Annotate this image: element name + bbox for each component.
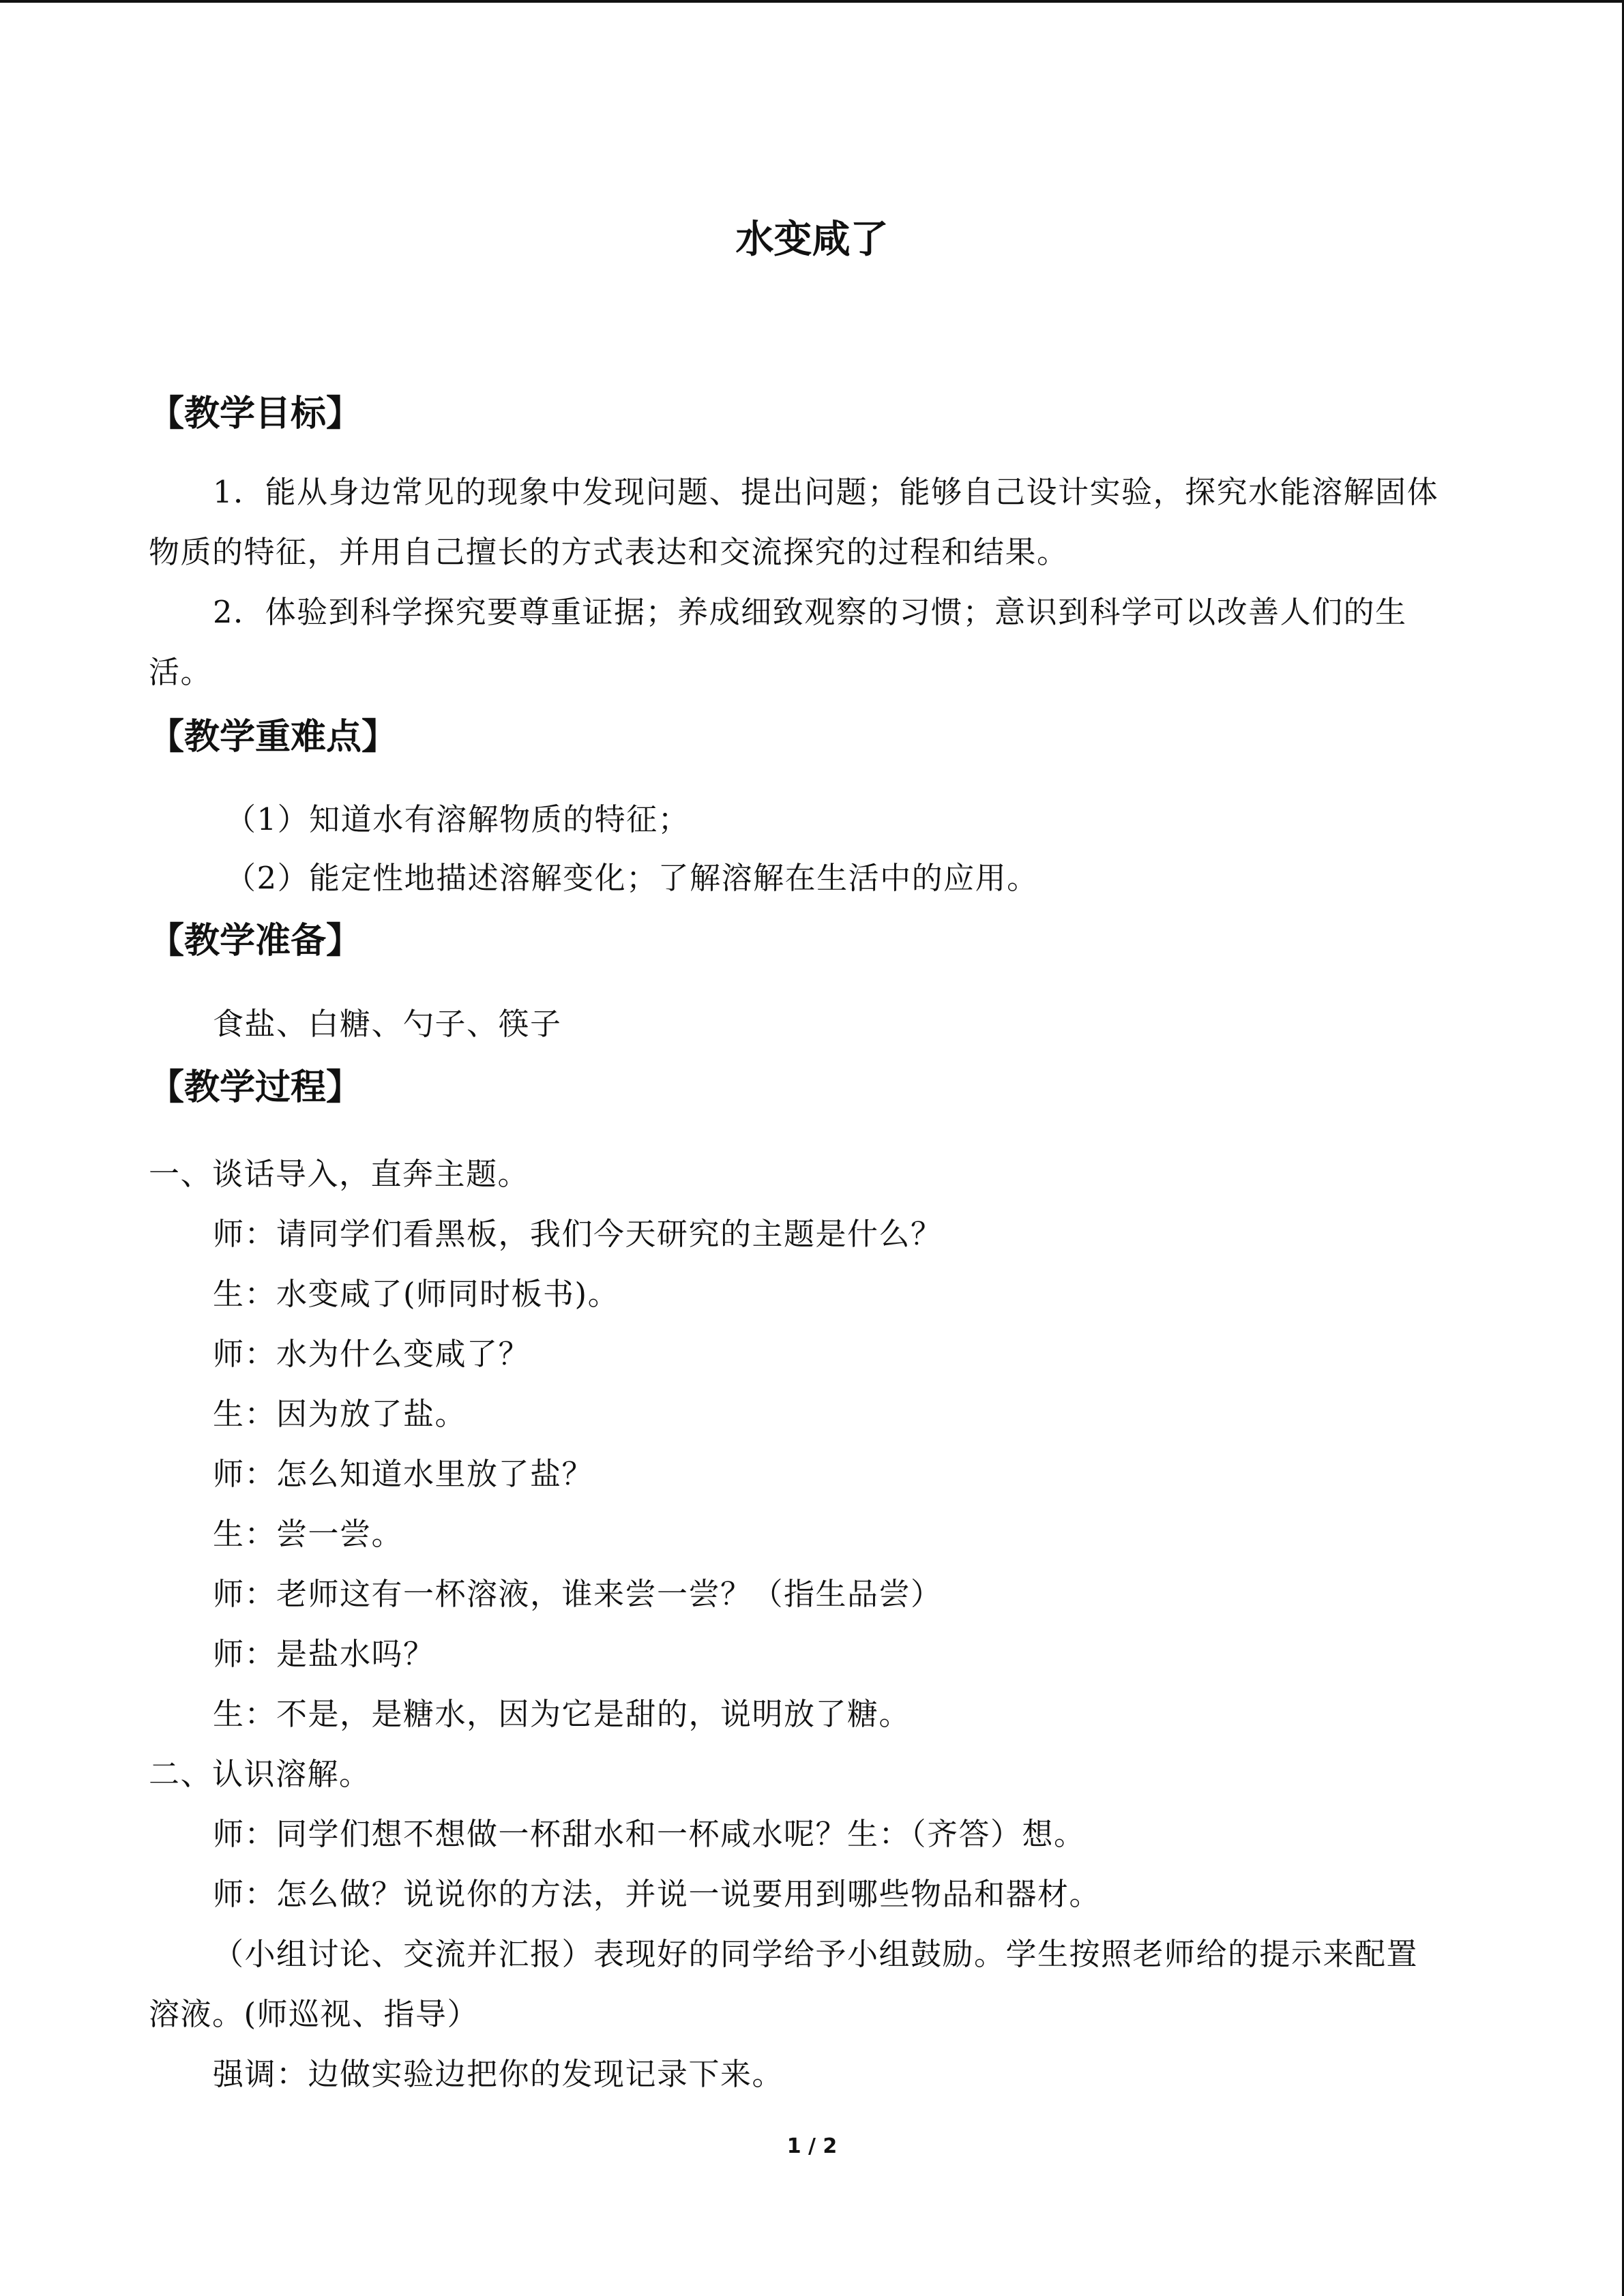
key-point-line-2: （2）能定性地描述溶解变化；了解溶解在生活中的应用。 (225, 860, 1039, 896)
section-heading-process: 【教学过程】 (149, 1067, 362, 1108)
section-heading-objectives: 【教学目标】 (149, 393, 362, 434)
process-line-7: 生：尝一尝。 (213, 1516, 404, 1552)
page-border-top (0, 0, 1624, 3)
process-line-12: 师：同学们想不想做一杯甜水和一杯咸水呢？生：（齐答）想。 (213, 1816, 1086, 1852)
process-line-6: 师：怎么知道水里放了盐？ (213, 1456, 594, 1492)
process-line-11: 二、认识溶解。 (149, 1756, 371, 1792)
preparation-line-1: 食盐、白糖、勺子、筷子 (213, 1006, 562, 1042)
process-line-2: 师：请同学们看黑板，我们今天研究的主题是什么？ (213, 1216, 943, 1252)
section-heading-preparation: 【教学准备】 (149, 921, 362, 961)
objective-line-3: 2．体验到科学探究要尊重证据；养成细致观察的习惯；意识到科学可以改善人们的生 (213, 594, 1407, 630)
process-line-15: 溶液。(师巡视、指导） (149, 1996, 479, 2032)
process-line-16: 强调：边做实验边把你的发现记录下来。 (213, 2056, 784, 2092)
process-line-5: 生：因为放了盐。 (213, 1396, 467, 1432)
objective-line-1: 1．能从身边常见的现象中发现问题、提出问题；能够自己设计实验，探究水能溶解固体 (213, 474, 1439, 510)
process-line-4: 师：水为什么变咸了？ (213, 1336, 531, 1372)
process-line-8: 师：老师这有一杯溶液，谁来尝一尝？（指生品尝） (213, 1576, 943, 1612)
process-line-10: 生：不是，是糖水，因为它是甜的，说明放了糖。 (213, 1696, 911, 1732)
document-title: 水变咸了 (735, 218, 889, 262)
process-line-3: 生：水变咸了(师同时板书)。 (213, 1276, 620, 1312)
process-line-13: 师：怎么做？说说你的方法，并说一说要用到哪些物品和器材。 (213, 1876, 1102, 1912)
process-line-14: （小组讨论、交流并汇报）表现好的同学给予小组鼓励。学生按照老师给的提示来配置 (213, 1936, 1419, 1972)
key-point-line-1: （1）知道水有溶解物质的特征； (225, 801, 690, 837)
page-number: 1 / 2 (786, 2134, 838, 2158)
process-line-9: 师：是盐水吗？ (213, 1636, 435, 1672)
section-heading-key-points: 【教学重难点】 (149, 717, 398, 758)
objective-line-4: 活。 (149, 654, 213, 690)
objective-line-2: 物质的特征，并用自己擅长的方式表达和交流探究的过程和结果。 (149, 534, 1069, 570)
process-line-1: 一、谈话导入，直奔主题。 (149, 1156, 530, 1192)
